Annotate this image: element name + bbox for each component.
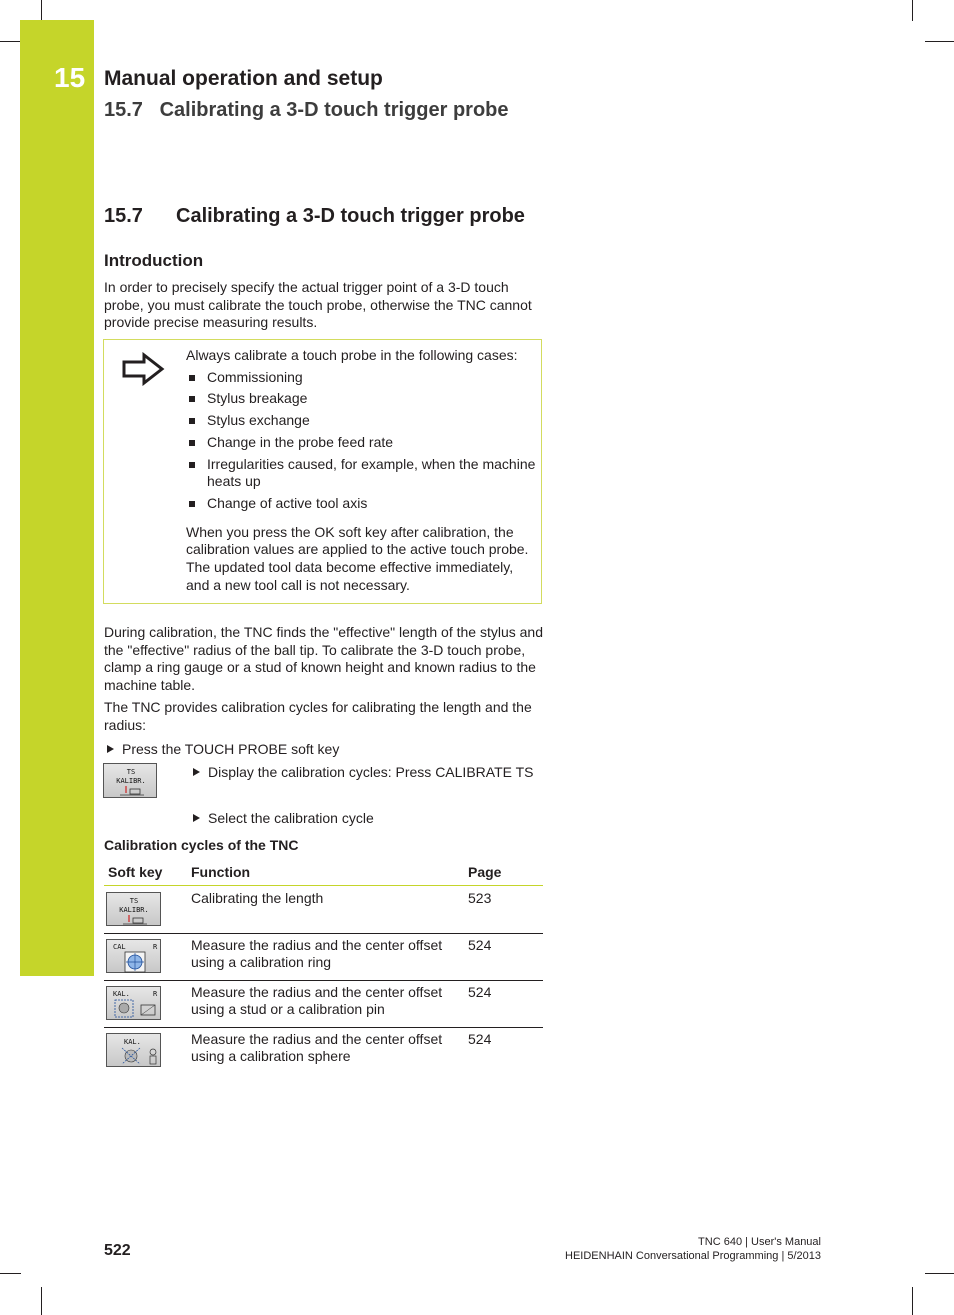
list-item: Stylus breakage xyxy=(186,390,536,408)
column-header-page: Page xyxy=(468,864,502,880)
note-intro: Always calibrate a touch probe in the following cases: xyxy=(186,347,518,363)
page-cell: 523 xyxy=(468,890,492,906)
function-cell: Measure the radius and the center offset using a calibration sphere xyxy=(191,1031,443,1065)
page-number: 522 xyxy=(104,1242,131,1259)
chapter-tab xyxy=(20,20,94,976)
softkey-kal-stud[interactable] xyxy=(106,986,161,1020)
function-cell: Measure the radius and the center offset using a stud or a calibration pin xyxy=(191,984,443,1018)
softkey-label: KALIBR. xyxy=(116,777,146,785)
svg-text:KALIBR.: KALIBR. xyxy=(119,906,149,914)
crop-mark xyxy=(912,0,913,21)
chapter-title: Manual operation and setup xyxy=(104,67,383,90)
softkey-label: TS xyxy=(126,768,136,776)
function-cell: Calibrating the length xyxy=(191,890,324,906)
softkey-calibrate-ts[interactable] xyxy=(103,763,157,798)
softkey-cal-ring[interactable] xyxy=(106,939,161,973)
section-number: 15.7 xyxy=(104,205,143,227)
svg-text:R: R xyxy=(153,943,158,951)
intro-paragraph: In order to precisely specify the actual trigger point of a 3-D touch probe, you must calibrate the touch probe, otherwise the TNC cannot provide precise measuring results. xyxy=(104,279,532,331)
footer-line-2: HEIDENHAIN Conversational Programming | 5/2013 xyxy=(565,1250,821,1262)
svg-text:TS: TS xyxy=(129,897,139,905)
section-title xyxy=(104,205,525,228)
list-item: Change in the probe feed rate xyxy=(186,434,536,452)
body-paragraph-2: The TNC provides calibration cycles for calibrating the length and the radius: xyxy=(104,699,532,733)
note-after: When you press the OK soft key after calibration, the calibration values are applied to the active touch probe. The updated tool data become effective immediately, and a new tool call is not necessary. xyxy=(186,523,529,593)
arrow-right-icon xyxy=(120,352,168,386)
crop-mark xyxy=(0,1273,21,1274)
step-1: Press the TOUCH PROBE soft key xyxy=(107,741,339,759)
row-divider xyxy=(104,933,543,934)
list-item: Change of active tool axis xyxy=(186,495,536,513)
softkey-ts-kalibr[interactable] xyxy=(106,892,161,926)
list-item: Stylus exchange xyxy=(186,412,536,430)
list-item: Irregularities caused, for example, when the machine heats up xyxy=(186,456,536,491)
header-divider xyxy=(104,885,543,886)
step-2: Display the calibration cycles: Press CALIBRATE TS xyxy=(193,764,552,782)
crop-mark xyxy=(912,1287,913,1315)
crop-mark xyxy=(925,1273,954,1274)
page-cell: 524 xyxy=(468,984,492,1000)
column-header-function: Function xyxy=(191,864,251,880)
svg-text:KAL.: KAL. xyxy=(113,990,130,998)
svg-text:KAL.: KAL. xyxy=(124,1038,141,1046)
step-3: Select the calibration cycle xyxy=(193,810,374,828)
list-item: Commissioning xyxy=(186,369,536,387)
note-box xyxy=(103,339,542,604)
function-cell: Measure the radius and the center offset using a calibration ring xyxy=(191,937,443,971)
section-ref: 15.7 Calibrating a 3-D touch trigger probe xyxy=(104,99,509,121)
column-header-softkey: Soft key xyxy=(108,864,163,880)
note-content xyxy=(186,347,536,594)
softkey-kal-sphere[interactable] xyxy=(106,1033,161,1067)
svg-text:R: R xyxy=(153,990,158,998)
page-cell: 524 xyxy=(468,1031,492,1047)
svg-text:CAL: CAL xyxy=(113,943,126,951)
chapter-number: 15 xyxy=(54,62,86,93)
crop-mark xyxy=(0,41,21,42)
note-list xyxy=(186,369,536,513)
page-cell: 524 xyxy=(468,937,492,953)
row-divider xyxy=(104,980,543,981)
body-paragraph-1: During calibration, the TNC finds the "effective" length of the stylus and the "effective" radius of the ball tip. To calibrate the 3-D touch probe, clamp a ring gauge or a stud of known height and known radius to the machine table. xyxy=(104,624,543,694)
footer-line-1: TNC 640 | User's Manual xyxy=(698,1236,821,1248)
crop-mark xyxy=(41,1287,42,1315)
intro-heading: Introduction xyxy=(104,251,204,270)
section-title-text: Calibrating a 3-D touch trigger probe xyxy=(176,205,525,227)
crop-mark xyxy=(925,41,954,42)
table-caption: Calibration cycles of the TNC xyxy=(104,837,299,853)
row-divider xyxy=(104,1027,543,1028)
crop-mark xyxy=(41,0,42,21)
